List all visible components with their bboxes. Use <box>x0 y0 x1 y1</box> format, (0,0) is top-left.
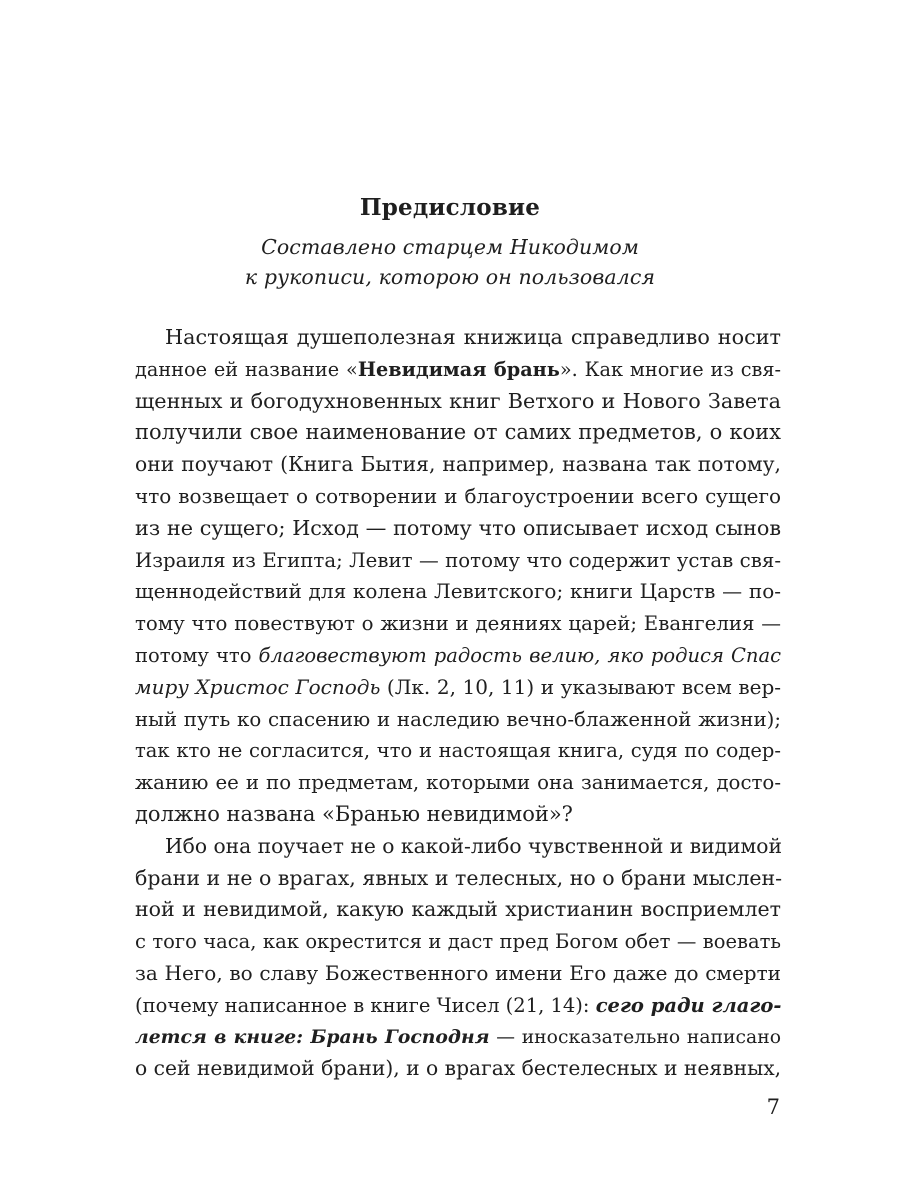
text-line: получили свое наименование от самих предметов, о коих <box>135 420 781 445</box>
text-run: потому что <box>135 643 259 667</box>
text-line: Настоящая душеполезная книжица справедливо носит <box>165 325 781 349</box>
subtitle-line: к рукописи, которою он пользовался <box>244 265 656 289</box>
text-run: (почему написанное в книге Чисел (21, 14): <box>135 993 596 1017</box>
page-number: 7 <box>766 1095 780 1119</box>
text-line: жанию ее и по предметам, которыми она занимается, досто- <box>135 771 781 795</box>
text-line: с того часа, как окрестится и даст пред Богом обет — воевать <box>135 930 781 954</box>
text-line <box>135 672 781 704</box>
scripture-quote: миру Христос Господь <box>135 674 381 699</box>
text-line: Израиля из Египта; Левит — потому что содержит устав свя- <box>135 548 781 572</box>
text-line: из не сущего; Исход — потому что описывает исход сынов <box>135 515 781 540</box>
text-line: о сей невидимой брани), и о врагах бестелесных и неявных, <box>135 1056 782 1081</box>
text-line: они поучают (Книга Бытия, например, названа так потому, <box>135 452 781 477</box>
page-title: Предисловие <box>359 194 541 221</box>
text-run: данное ей название « <box>135 357 358 381</box>
scripture-quote: благовествуют радость велию, яко родися Спас <box>258 643 781 667</box>
text-line: должно названа «Бранью невидимой»? <box>135 801 573 826</box>
text-line: за Него, во славу Божественного имени Его даже до смерти <box>135 960 781 985</box>
text-line: брани и не о врагах, явных и телесных, но о брани мыслен- <box>135 865 783 890</box>
text-line <box>135 1022 781 1054</box>
paragraph-2 <box>135 831 781 1085</box>
subtitle <box>0 232 900 292</box>
text-line <box>135 640 781 672</box>
book-title-emphasis: Невидимая брань <box>357 357 560 381</box>
text-run: ». Как многие из свя- <box>559 357 781 381</box>
body-text <box>135 322 781 1085</box>
text-line: так кто не согласится, что и настоящая книга, судя по содер- <box>135 739 781 763</box>
paragraph-1 <box>135 322 781 831</box>
subtitle-line: Составлено старцем Никодимом <box>261 235 639 259</box>
text-line: Ибо она поучает не о какой-либо чувственной и видимой <box>165 833 782 858</box>
text-line: ной и невидимой, какую каждый христианин восприемлет <box>135 897 781 922</box>
text-run: — иносказательно написано <box>489 1026 781 1048</box>
scripture-quote: сего ради глаго- <box>595 993 782 1017</box>
scripture-quote: лется в книге: Брань Господня <box>135 1025 490 1048</box>
text-line <box>135 354 781 386</box>
text-line <box>135 990 781 1022</box>
text-line: тому что повествуют о жизни и деяниях царей; Евангелия — <box>135 612 781 636</box>
text-line: щеннодействий для колена Левитского; книги Царств — по- <box>135 579 781 604</box>
text-line: щенных и богодухновенных книг Ветхого и Нового Завета <box>135 388 781 413</box>
text-run: (Лк. 2, 10, 11) и указывают всем вер- <box>380 674 781 699</box>
text-line: что возвещает о сотворении и благоустроении всего сущего <box>135 483 781 508</box>
text-line: ный путь ко спасению и наследию вечно-блаженной жизни); <box>135 707 781 731</box>
